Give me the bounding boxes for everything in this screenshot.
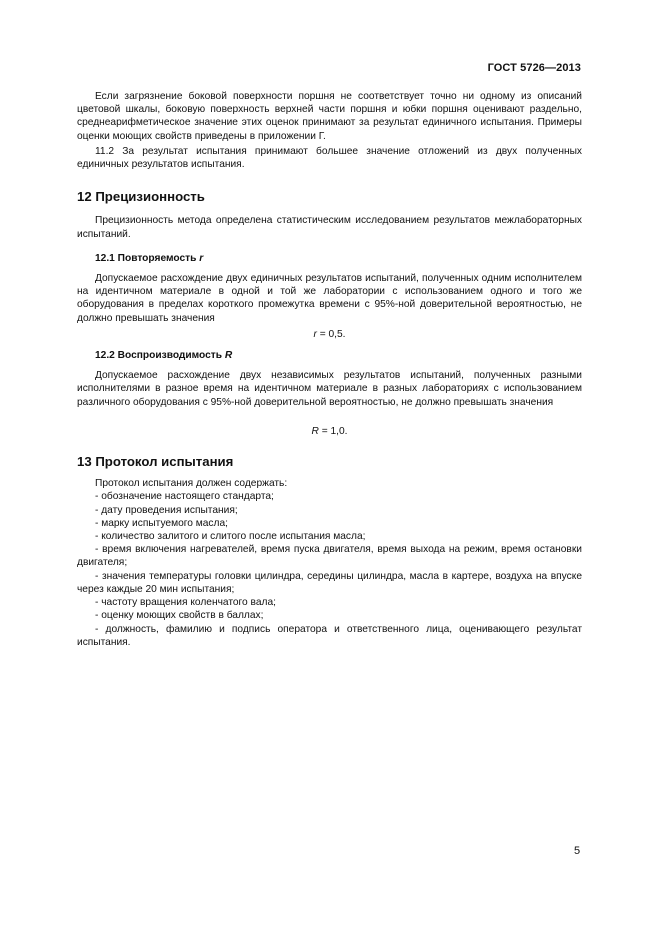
section-title-12: 12 Прецизионность — [77, 189, 205, 205]
list-item: - значения температуры головки цилиндра, середины цилиндра, масла в картере, воздуха на впуске через каждые 20 мин испытания; — [77, 570, 582, 595]
list-item: - должность, фамилию и подпись оператора и ответственного лица, оценивающего результат испытания. — [77, 623, 582, 648]
paragraph-11-2: 11.2 За результат испытания принимают большее значение отложений из двух полученных единичных результатов испытания. — [77, 145, 582, 171]
section-13-intro: Протокол испытания должен содержать: — [95, 478, 288, 490]
subsection-title-12-2 — [77, 349, 582, 362]
paragraph-11-1-continued: Если загрязнение боковой поверхности поршня не соответствует точно ни одному из описаний цветовой шкалы, боковую поверхность верхней части поршня и юбки поршня оценивают раздельно, среднеарифметическое значение этих оценок принимают за результат единичного испытания. Примеры оценки моющих свойств приведены в приложении Г. — [77, 91, 582, 142]
formula-value-R: = 1,0. — [318, 425, 348, 437]
subsection-title-12-1 — [77, 252, 582, 265]
section-12-intro: Прецизионность метода определена статистическим исследованием результатов межлабораторных испытаний. — [77, 215, 582, 240]
list-item: - марку испытуемого масла; — [95, 517, 228, 529]
list-item: - оценку моющих свойств в баллах; — [95, 610, 264, 622]
standard-header: ГОСТ 5726—2013 — [487, 62, 581, 74]
list-item: - количество залитого и слитого после испытания масла; — [95, 531, 366, 543]
subsection-12-1-label: 12.1 Повторяемость — [95, 252, 200, 264]
list-item: - дату проведения испытания; — [95, 504, 238, 516]
symbol-R: R — [224, 350, 233, 362]
subsection-12-2-text: Допускаемое расхождение двух независимых результатов испытаний, полученных разными исполнителями в разное время на идентичном материале в разных лабораториях с использованием различного оборудования с 95%-ной доверительной вероятностью, не должно превышать значения — [77, 370, 582, 408]
list-item: - частоту вращения коленчатого вала; — [95, 597, 276, 609]
formula-symbol-r: r — [313, 328, 317, 340]
document-body — [77, 90, 582, 649]
formula-reproducibility — [77, 425, 582, 438]
formula-symbol-R: R — [311, 425, 319, 437]
subsection-12-1-text: Допускаемое расхождение двух единичных результатов испытаний, полученных одним исполнителем на идентичном материале в одной и той же лаборатории с использованием одного и того же оборудования в пределах короткого промежутка времени с 95%-ной доверительной вероятностью, не должно превышать значения — [77, 273, 582, 324]
list-item: - время включения нагревателей, время пуска двигателя, время выхода на режим, время остановки двигателя; — [77, 544, 582, 569]
protocol-items-list — [77, 490, 582, 648]
subsection-12-2-label: 12.2 Воспроизводимость — [95, 350, 225, 362]
section-title-13: 13 Протокол испытания — [77, 454, 234, 470]
list-item: - обозначение настоящего стандарта; — [95, 491, 274, 503]
page-number: 5 — [574, 845, 581, 857]
symbol-r: r — [199, 252, 204, 264]
formula-value-r: = 0,5. — [316, 328, 346, 340]
formula-repeatability — [77, 328, 582, 341]
